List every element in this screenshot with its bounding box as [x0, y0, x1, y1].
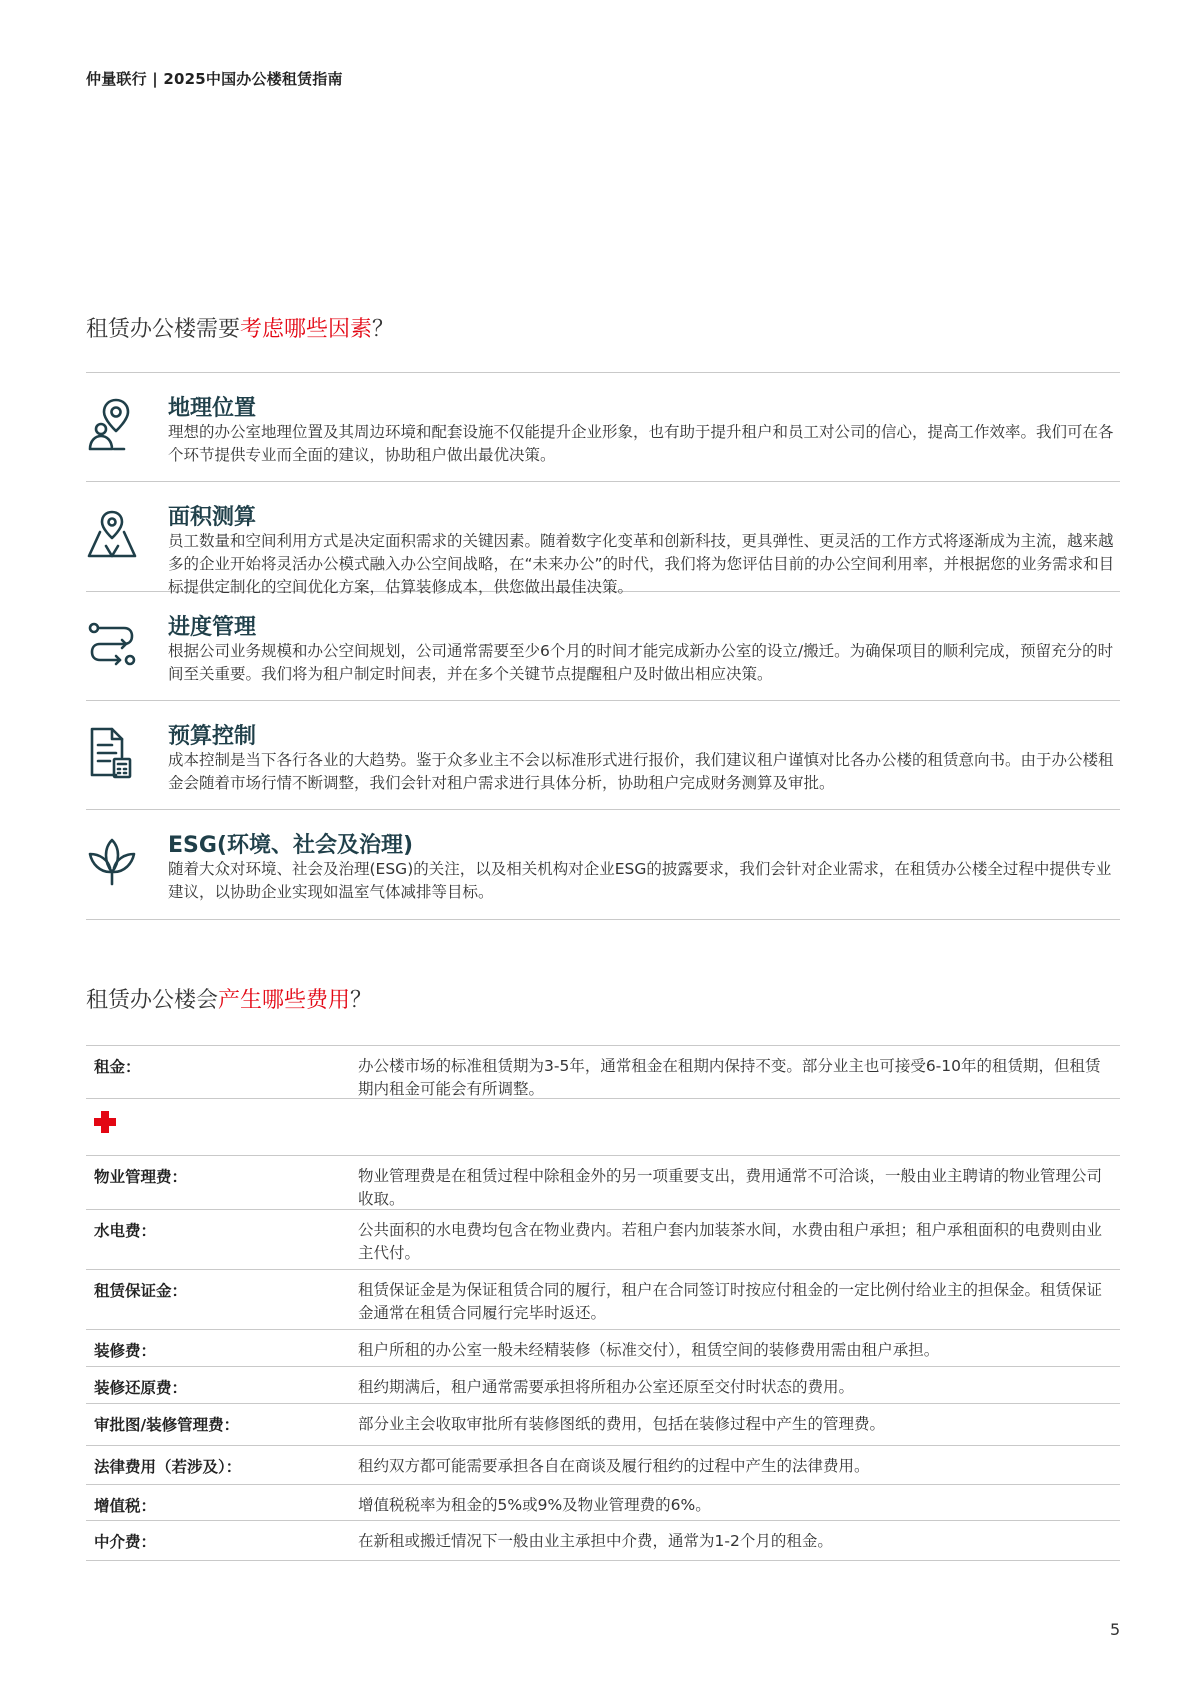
section-title-highlight: 产生哪些费用	[218, 988, 351, 1013]
fee-row	[86, 1270, 1120, 1330]
fee-table	[86, 1045, 1120, 1561]
location-pin-person-icon	[86, 397, 138, 453]
fee-row	[86, 1210, 1120, 1270]
fee-row	[86, 1367, 1120, 1404]
process-flow-icon	[86, 616, 138, 672]
factor-description: 随着大众对环境、社会及治理(ESG)的关注，以及相关机构对企业ESG的披露要求，我们会针对企业需求，在租赁办公楼全过程中提供专业建议，以协助企业实现如温室气体减排等目标。	[168, 860, 1112, 901]
fee-row	[86, 1156, 1120, 1210]
fee-row	[86, 1330, 1120, 1367]
fee-label: 装修还原费：	[94, 1379, 188, 1397]
factor-description: 根据公司业务规模和办公空间规划，公司通常需要至少6个月的时间才能完成新办公室的设立/搬迁。为确保项目的顺利完成，预留充分的时间至关重要。我们将为租户制定时间表，并在多个关键节点提醒租户及时做出相应决策。	[168, 642, 1114, 683]
fee-description: 物业管理费是在租赁过程中除租金外的另一项重要支出，费用通常不可洽谈，一般由业主聘请的物业管理公司收取。	[358, 1167, 1103, 1208]
section-title-prefix: 租赁办公楼需要	[86, 317, 241, 342]
fee-description: 租约双方都可能需要承担各自在商谈及履行租约的过程中产生的法律费用。	[358, 1457, 870, 1475]
report-header: 仲量联行 | 2025中国办公楼租赁指南	[86, 70, 343, 88]
fee-description: 办公楼市场的标准租赁期为3-5年，通常租金在租期内保持不变。部分业主也可接受6-10年的租赁期，但租赁期内租金可能会有所调整。	[358, 1057, 1101, 1098]
factor-title: 进度管理	[168, 615, 257, 640]
fee-description: 在新租或搬迁情况下一般由业主承担中介费，通常为1-2个月的租金。	[358, 1532, 833, 1550]
fee-description: 部分业主会收取审批所有装修图纸的费用，包括在装修过程中产生的管理费。	[358, 1415, 886, 1433]
fee-row	[86, 1521, 1120, 1561]
section-title-suffix: ？	[350, 988, 373, 1013]
section-title-highlight: 考虑哪些因素	[240, 317, 373, 342]
document-calculator-icon	[86, 725, 138, 781]
fee-row	[86, 1404, 1120, 1446]
fee-description: 增值税税率为租金的5%或9%及物业管理费的6%。	[358, 1496, 711, 1514]
plus-row	[86, 1099, 1120, 1156]
factor-list	[86, 372, 1120, 920]
leaf-sprout-icon	[86, 834, 138, 890]
fee-row	[86, 1446, 1120, 1485]
factor-location	[86, 373, 1120, 482]
fee-label: 物业管理费：	[94, 1168, 188, 1186]
factor-title: ESG(环境、社会及治理)	[168, 833, 414, 858]
fee-label: 租赁保证金：	[94, 1282, 188, 1300]
factor-description: 成本控制是当下各行各业的大趋势。鉴于众多业主不会以标准形式进行报价，我们建议租户谨慎对比各办公楼的租赁意向书。由于办公楼租金会随着市场行情不断调整，我们会针对租户需求进行具体分析，协助租户完成财务测算及审批。	[168, 751, 1114, 792]
fee-row-rent	[86, 1046, 1120, 1099]
section-title-prefix: 租赁办公楼会	[86, 988, 219, 1013]
fee-description: 公共面积的水电费均包含在物业费内。若租户套内加装茶水间，水费由租户承担；租户承租面积的电费则由业主代付。	[358, 1221, 1103, 1262]
fee-label: 水电费：	[94, 1222, 157, 1240]
page-number: 5	[1110, 1620, 1121, 1639]
factor-budget	[86, 701, 1120, 810]
fee-row	[86, 1485, 1120, 1521]
factor-esg	[86, 810, 1120, 920]
fee-label: 装修费：	[94, 1342, 157, 1360]
fee-label: 租金：	[94, 1058, 141, 1076]
factor-description: 理想的办公室地理位置及其周边环境和配套设施不仅能提升企业形象，也有助于提升租户和员工对公司的信心，提高工作效率。我们可在各个环节提供专业而全面的建议，协助租户做出最优决策。	[168, 423, 1114, 464]
section-title-factors	[86, 312, 394, 343]
fee-description: 租赁保证金是为保证租赁合同的履行，租户在合同签订时按应付租金的一定比例付给业主的担保金。租赁保证金通常在租赁合同履行完毕时返还。	[358, 1281, 1103, 1322]
factor-description: 员工数量和空间利用方式是决定面积需求的关键因素。随着数字化变革和创新科技，更具弹性、更灵活的工作方式将逐渐成为主流，越来越多的企业开始将灵活办公模式融入办公空间战略，在“未来办公”的时代，我们将为您评估目前的办公空间利用率，并根据您的业务需求和目标提供定制化的空间优化方案，估算装修成本，供您做出最佳决策。	[168, 532, 1115, 596]
factor-area	[86, 482, 1120, 596]
factor-title: 预算控制	[168, 724, 257, 749]
section-title-suffix: ？	[372, 317, 395, 342]
factor-title: 面积测算	[168, 505, 257, 530]
area-map-pin-icon	[86, 506, 138, 562]
factor-schedule	[86, 592, 1120, 701]
fee-label: 审批图/装修管理费：	[94, 1416, 240, 1434]
fee-label: 法律费用（若涉及）：	[94, 1458, 242, 1476]
fee-description: 租约期满后，租户通常需要承担将所租办公室还原至交付时状态的费用。	[358, 1378, 855, 1396]
fee-label: 中介费：	[94, 1533, 157, 1551]
section-title-costs	[86, 983, 372, 1014]
fee-description: 租户所租的办公室一般未经精装修（标准交付），租赁空间的装修费用需由租户承担。	[358, 1341, 940, 1359]
fee-label: 增值税：	[94, 1497, 157, 1515]
plus-icon	[94, 1111, 116, 1133]
factor-title: 地理位置	[168, 396, 257, 421]
